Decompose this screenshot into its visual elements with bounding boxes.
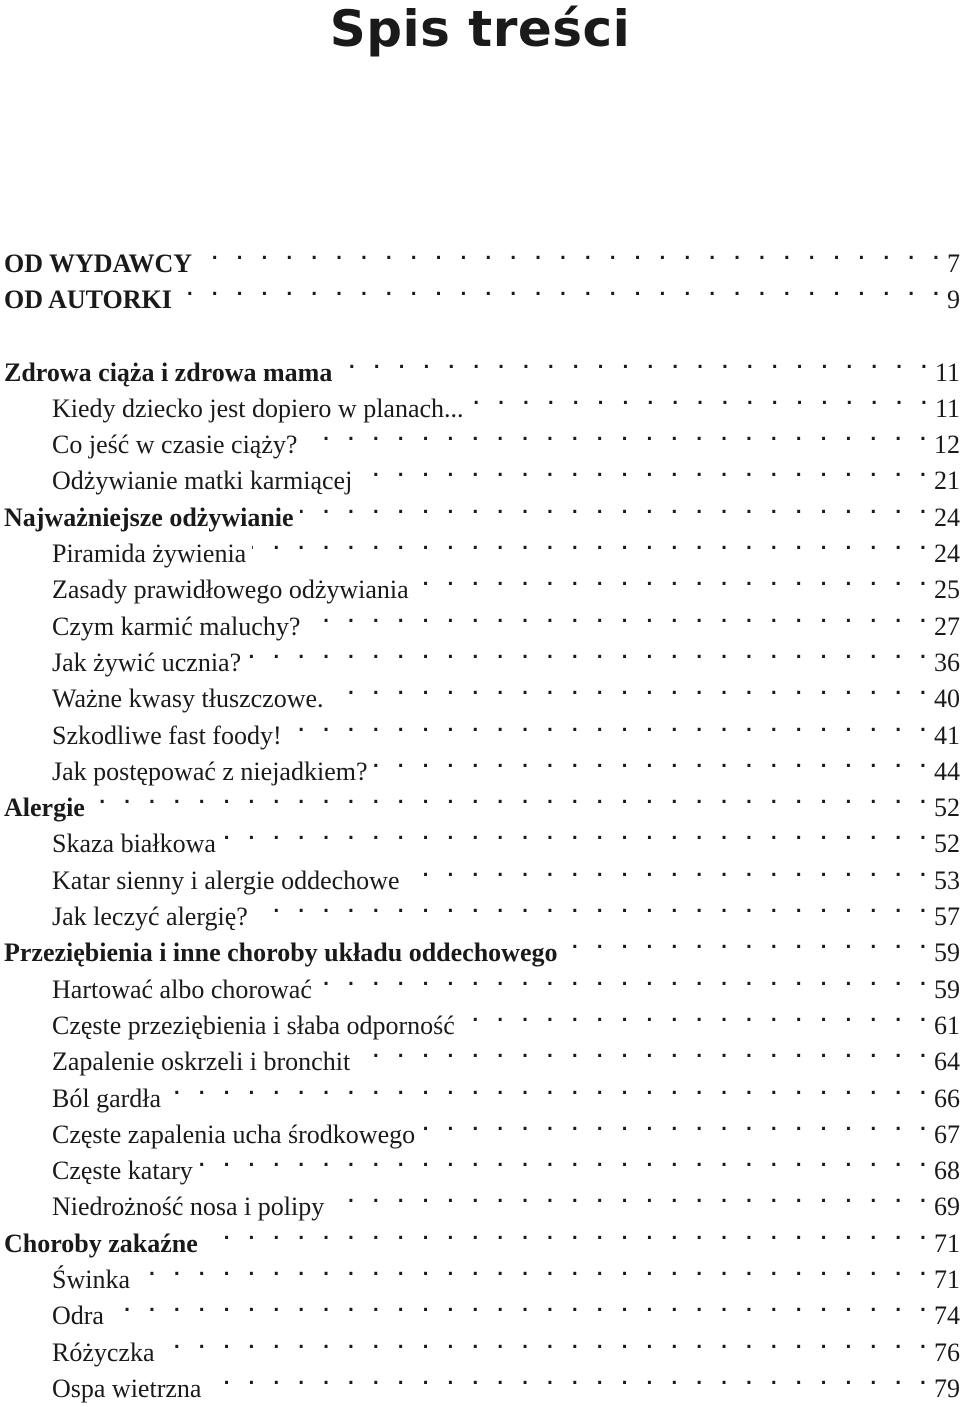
dot-leader: [222, 816, 930, 852]
dot-leader: [338, 345, 931, 381]
dot-leader: [252, 526, 930, 562]
toc-section-entry[interactable]: [4, 1325, 960, 1367]
dot-leader: [161, 1325, 930, 1361]
entry-title: Szkodliwe fast foody!: [52, 720, 282, 750]
toc-section-entry[interactable]: [4, 816, 960, 859]
page-number: 66: [934, 1083, 960, 1113]
dot-leader: [330, 1179, 930, 1215]
page-number: 44: [934, 756, 960, 786]
dot-leader: [406, 853, 931, 889]
page-number: 41: [934, 720, 960, 750]
entry-title: Częste katary: [52, 1156, 193, 1186]
page-number: 59: [934, 974, 960, 1004]
dot-leader: [207, 1361, 930, 1397]
entry-title: Zapalenie oskrzeli i bronchit: [52, 1047, 351, 1077]
toc-section-entry[interactable]: [4, 1288, 960, 1331]
dot-leader: [330, 671, 930, 707]
entry-title: Przeziębienia i inne choroby układu oddechowego: [4, 938, 558, 968]
page-number: 27: [934, 611, 960, 641]
page-number: 67: [934, 1119, 960, 1149]
page-number: 59: [934, 938, 960, 968]
dot-leader: [358, 453, 930, 489]
page-number: 24: [934, 502, 960, 532]
entry-title: Różyczka: [52, 1337, 155, 1367]
page-number: 79: [934, 1373, 960, 1403]
dot-leader: [470, 381, 931, 417]
page-number: 68: [934, 1156, 960, 1186]
entry-title: OD AUTORKI: [4, 285, 172, 315]
page-number: 7: [947, 249, 960, 278]
page-number: 12: [934, 430, 960, 460]
entry-title: Alergie: [4, 793, 85, 823]
page-number: 69: [934, 1192, 960, 1222]
entry-title: Odżywianie matki karmiącej: [52, 466, 353, 496]
table-of-contents: [4, 236, 960, 1403]
dot-leader: [356, 1034, 930, 1070]
dot-leader: [198, 236, 943, 272]
dot-leader: [247, 635, 930, 671]
dot-leader: [306, 599, 930, 635]
entry-title: Najważniejsze odżywianie: [4, 502, 294, 532]
page-number: 11: [934, 393, 960, 423]
entry-title: Katar sienny i alergie oddechowe: [52, 865, 400, 895]
entry-title: Kiedy dziecko jest dopiero w planach...: [52, 393, 464, 423]
entry-title: Świnka: [52, 1265, 130, 1295]
entry-title: Choroby zakaźne: [4, 1228, 198, 1258]
page-number: 21: [934, 466, 960, 496]
toc-section-entry[interactable]: [4, 1252, 960, 1295]
entry-title: Zdrowa ciąża i zdrowa mama: [4, 357, 333, 387]
entry-title: Odra: [52, 1301, 104, 1331]
entry-title: Co jeść w czasie ciąży?: [52, 430, 298, 460]
dot-leader: [415, 562, 930, 598]
page-number: 53: [934, 865, 960, 895]
dot-leader: [288, 708, 930, 744]
dot-leader: [136, 1252, 930, 1288]
entry-title: Czym karmić maluchy?: [52, 611, 301, 641]
entry-title: Niedrożność nosa i polipy: [52, 1192, 325, 1222]
entry-title: Częste zapalenia ucha środkowego: [52, 1119, 416, 1149]
entry-title: Jak leczyć alergię?: [52, 902, 248, 932]
entry-title: Piramida żywienia: [52, 539, 247, 569]
page-number: 40: [934, 684, 960, 714]
entry-title: OD WYDAWCY: [4, 249, 193, 278]
dot-leader: [110, 1288, 930, 1324]
dot-leader: [300, 490, 930, 526]
entry-title: Ból gardła: [52, 1083, 162, 1113]
entry-title: Zasady prawidłowego odżywiania: [52, 575, 409, 605]
page-number: 57: [934, 902, 960, 932]
dot-leader: [204, 1216, 930, 1252]
entry-title: Skaza białkowa: [52, 829, 216, 859]
page-number: 64: [934, 1047, 960, 1077]
dot-leader: [303, 417, 930, 453]
page-number: 24: [934, 539, 960, 569]
dot-leader: [318, 962, 930, 998]
page-number: 52: [934, 793, 960, 823]
page-number: 36: [934, 647, 960, 677]
dot-leader: [564, 925, 931, 961]
toc-chapter-entry[interactable]: [4, 780, 960, 823]
entry-title: Hartować albo chorować: [52, 974, 312, 1004]
page-number: 52: [934, 829, 960, 859]
dot-leader: [421, 1107, 930, 1143]
dot-leader: [91, 780, 930, 816]
page-number: 9: [947, 285, 960, 315]
entry-title: Częste przeziębienia i słaba odporność: [52, 1010, 455, 1040]
page-number: 76: [934, 1337, 960, 1367]
page-number: 74: [934, 1301, 960, 1331]
dot-leader: [178, 272, 943, 308]
dot-leader: [374, 744, 931, 780]
page-number: 71: [934, 1228, 960, 1258]
toc-chapter-entry[interactable]: [4, 345, 960, 387]
page-number: 11: [934, 357, 960, 387]
entry-title: Ważne kwasy tłuszczowe.: [52, 684, 324, 714]
page-number: 25: [934, 575, 960, 605]
dot-leader: [167, 1071, 930, 1107]
page-number: 71: [934, 1265, 960, 1295]
dot-leader: [254, 889, 930, 925]
toc-chapter-entry[interactable]: [4, 236, 960, 278]
dot-leader: [199, 1143, 930, 1179]
entry-title: Jak postępować z niejadkiem?: [52, 756, 368, 786]
entry-title: Jak żywić ucznia?: [52, 647, 242, 677]
page-number: 61: [934, 1010, 960, 1040]
entry-title: Ospa wietrzna: [52, 1373, 202, 1403]
page-title: Spis treści: [329, 0, 631, 58]
dot-leader: [461, 998, 930, 1034]
